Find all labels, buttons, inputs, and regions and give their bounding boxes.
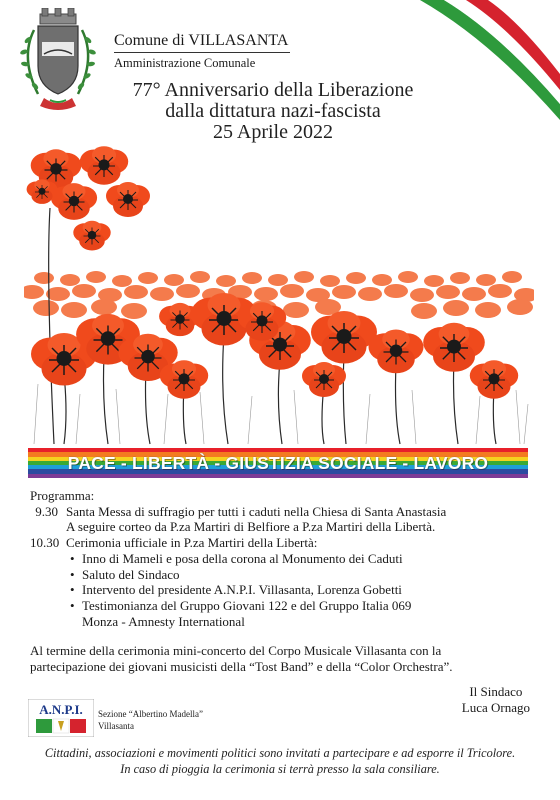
mayor-role: Il Sindaco [469, 684, 523, 699]
bullet-item: • Inno di Mameli e posa della corona al Monumento dei Caduti [82, 551, 540, 567]
title-line-2: dalla dittatura nazi-fascista [165, 100, 381, 122]
banner-slogan: PACE - LIBERTÀ - GIUSTIZIA SOCIALE - LAVORO [67, 452, 489, 473]
program-item-2-time: 10.30 [30, 535, 60, 551]
title-line-1: 77° Anniversario della Liberazione [132, 79, 414, 101]
peace-banner [28, 448, 528, 478]
amministrazione-label: Amministrazione Comunale [114, 56, 256, 70]
poppy-field-artwork [24, 144, 534, 480]
bullet-continuation: Monza - Amnesty International [82, 613, 245, 629]
footer-note [0, 746, 560, 777]
mayor-signature [462, 684, 530, 716]
header-divider [114, 52, 290, 53]
closing-line-1: Al termine della cerimonia mini-concerto del Corpo Musicale Villasanta con la [30, 643, 442, 658]
program-item-1-text: Santa Messa di suffragio per tutti i caduti nella Chiesa di Santa Anastasia [66, 503, 447, 519]
program-item-1 [30, 504, 540, 520]
program-heading: Programma: [30, 488, 95, 503]
footer-line-1: Cittadini, associazioni e movimenti politici sono invitati a partecipare e ad esporre il Tricolore. [44, 746, 516, 760]
anpi-logo-text: A.N.P.I. [39, 702, 83, 717]
program-item-1-time: 9.30 [35, 503, 58, 519]
coat-of-arms-icon [14, 8, 102, 112]
program-item-2-text: Cerimonia ufficiale in P.za Martiri della Libertà: [66, 535, 318, 551]
program-item-2 [30, 535, 540, 551]
event-title [108, 80, 438, 143]
anpi-section-city: Villasanta [98, 721, 134, 731]
anpi-section-name: Sezione “Albertino Madella” [98, 709, 203, 719]
closing-paragraph [30, 643, 540, 674]
bullet-item: • Intervento del presidente A.N.P.I. Villasanta, Lorenza Gobetti [82, 582, 540, 598]
anpi-logo-icon [28, 699, 94, 737]
program-item-2-bullets [30, 551, 540, 630]
bullet-item: • Testimonianza del Gruppo Giovani 122 e del Gruppo Italia 069 [82, 598, 540, 614]
comune-name: Comune di VILLASANTA [114, 32, 289, 49]
bullet-item: • Saluto del Sindaco [82, 567, 540, 583]
closing-line-2: partecipazione dei giovani musicisti della “Tost Band” e della “Color Orchestra”. [30, 658, 453, 674]
program-section [30, 488, 540, 629]
title-date: 25 Aprile 2022 [213, 121, 333, 143]
footer-line-2: In caso di pioggia la cerimonia si terrà presso la sala consiliare. [120, 761, 440, 776]
rainbow-stripe [28, 474, 528, 478]
mayor-name: Luca Ornago [461, 700, 530, 715]
anpi-section [98, 708, 203, 732]
program-item-1-continuation: A seguire corteo da P.za Martiri di Belfiore a P.za Martiri della Libertà. [66, 519, 436, 535]
